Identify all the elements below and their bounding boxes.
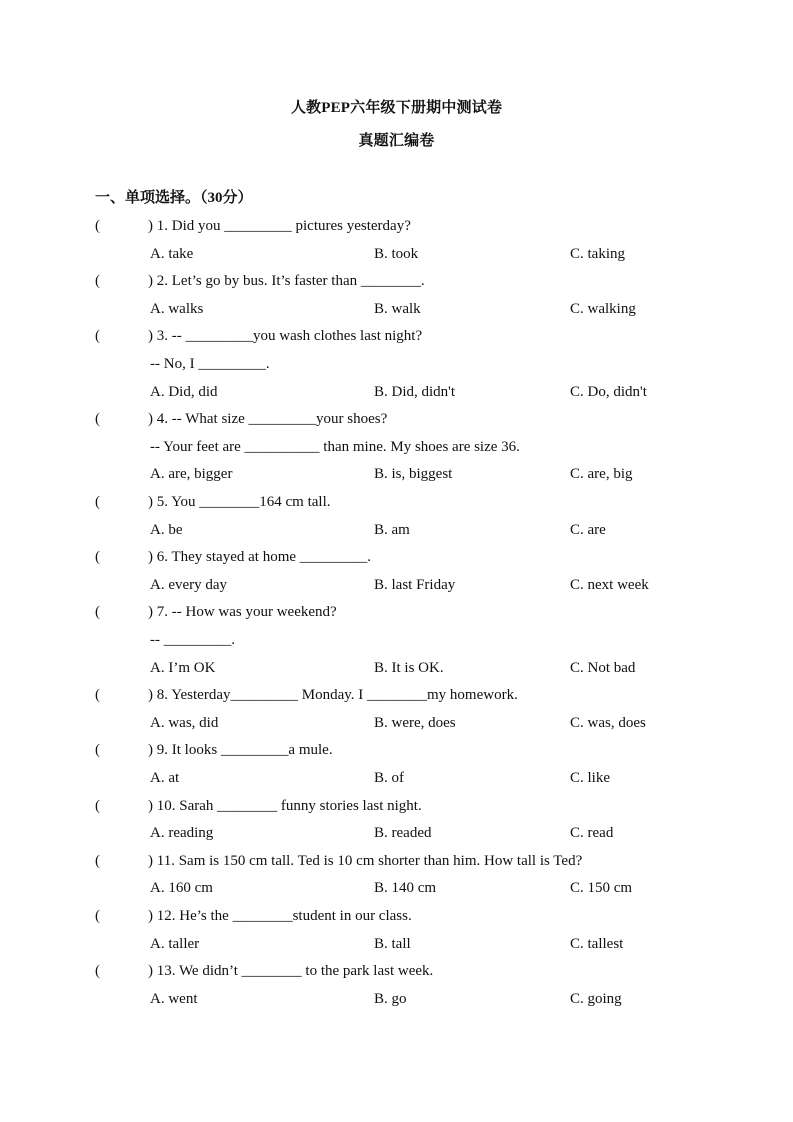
options-row [0,658,793,678]
question-text: ) 13. We didn’t ________ to the park last week. [148,963,434,979]
answer-paren[interactable]: ( [95,742,100,758]
answer-paren[interactable]: ( [95,853,100,869]
question-text: ) 8. Yesterday_________ Monday. I ________my homework. [148,687,518,703]
option-c: C. going [570,991,622,1007]
option-b: B. 140 cm [374,880,437,896]
question-row [0,602,793,622]
option-b: B. last Friday [374,577,456,593]
option-c: C. are [570,522,606,538]
option-a: A. reading [150,825,214,841]
options-row [0,299,793,319]
question-text: ) 10. Sarah ________ funny stories last night. [148,798,422,814]
option-a: A. taller [150,936,200,952]
question-row [0,326,793,346]
option-c: C. like [570,770,610,786]
options-row [0,382,793,402]
option-c: C. taking [570,246,625,262]
option-a: A. went [150,991,198,1007]
options-row [0,520,793,540]
option-b: B. It is OK. [374,660,444,676]
exam-title: 人教PEP六年级下册期中测试卷 [290,100,503,116]
option-b: B. readed [374,825,432,841]
section-heading: 一、单项选择。（30分） [95,190,253,206]
option-a: A. are, bigger [150,466,233,482]
options-row [0,878,793,898]
answer-paren[interactable]: ( [95,218,100,234]
option-a: A. every day [150,577,228,593]
option-b: B. of [374,770,404,786]
question-row [0,492,793,512]
options-row [0,823,793,843]
question-row [0,547,793,567]
options-row [0,768,793,788]
question-row [0,851,793,871]
option-c: C. 150 cm [570,880,633,896]
question-text: ) 7. -- How was your weekend? [148,604,337,620]
options-row [0,934,793,954]
answer-paren[interactable]: ( [95,604,100,620]
option-a: A. was, did [150,715,219,731]
question-text: ) 2. Let’s go by bus. It’s faster than ________. [148,273,425,289]
answer-paren[interactable]: ( [95,963,100,979]
question-text: ) 12. He’s the ________student in our class. [148,908,412,924]
option-c: C. are, big [570,466,633,482]
option-c: C. walking [570,301,636,317]
answer-paren[interactable]: ( [95,687,100,703]
option-c: C. was, does [570,715,646,731]
option-c: C. next week [570,577,649,593]
option-a: A. walks [150,301,204,317]
options-row [0,575,793,595]
question-subline [0,630,793,650]
option-b: B. were, does [374,715,456,731]
options-row [0,244,793,264]
question-text: ) 6. They stayed at home _________. [148,549,372,565]
option-b: B. walk [374,301,421,317]
option-a: A. at [150,770,180,786]
question-subtext: -- Your feet are __________ than mine. My shoes are size 36. [150,439,520,455]
question-text: ) 4. -- What size _________your shoes? [148,411,388,427]
option-b: B. took [374,246,419,262]
question-subline [0,437,793,457]
question-row [0,906,793,926]
question-text: ) 11. Sam is 150 cm tall. Ted is 10 cm shorter than him. How tall is Ted? [148,853,583,869]
question-subtext: -- _________. [150,632,235,648]
question-text: ) 9. It looks _________a mule. [148,742,333,758]
option-a: A. be [150,522,183,538]
question-row [0,409,793,429]
answer-paren[interactable]: ( [95,908,100,924]
question-row [0,216,793,236]
question-row [0,740,793,760]
option-b: B. tall [374,936,411,952]
option-a: A. I’m OK [150,660,216,676]
option-b: B. is, biggest [374,466,453,482]
exam-subtitle: 真题汇编卷 [358,133,435,149]
answer-paren[interactable]: ( [95,494,100,510]
option-a: A. Did, did [150,384,218,400]
options-row [0,464,793,484]
answer-paren[interactable]: ( [95,549,100,565]
option-a: A. 160 cm [150,880,213,896]
question-text: ) 3. -- _________you wash clothes last night? [148,328,423,344]
question-text: ) 1. Did you _________ pictures yesterday? [148,218,411,234]
question-row [0,685,793,705]
option-c: C. Not bad [570,660,636,676]
answer-paren[interactable]: ( [95,328,100,344]
answer-paren[interactable]: ( [95,798,100,814]
question-subline [0,354,793,374]
question-row [0,796,793,816]
question-subtext: -- No, I _________. [150,356,270,372]
answer-paren[interactable]: ( [95,273,100,289]
question-text: ) 5. You ________164 cm tall. [148,494,331,510]
answer-paren[interactable]: ( [95,411,100,427]
question-row [0,961,793,981]
options-row [0,989,793,1009]
option-b: B. Did, didn't [374,384,456,400]
option-c: C. Do, didn't [570,384,647,400]
option-a: A. take [150,246,194,262]
option-c: C. tallest [570,936,624,952]
option-b: B. am [374,522,410,538]
question-row [0,271,793,291]
option-b: B. go [374,991,407,1007]
options-row [0,713,793,733]
option-c: C. read [570,825,614,841]
